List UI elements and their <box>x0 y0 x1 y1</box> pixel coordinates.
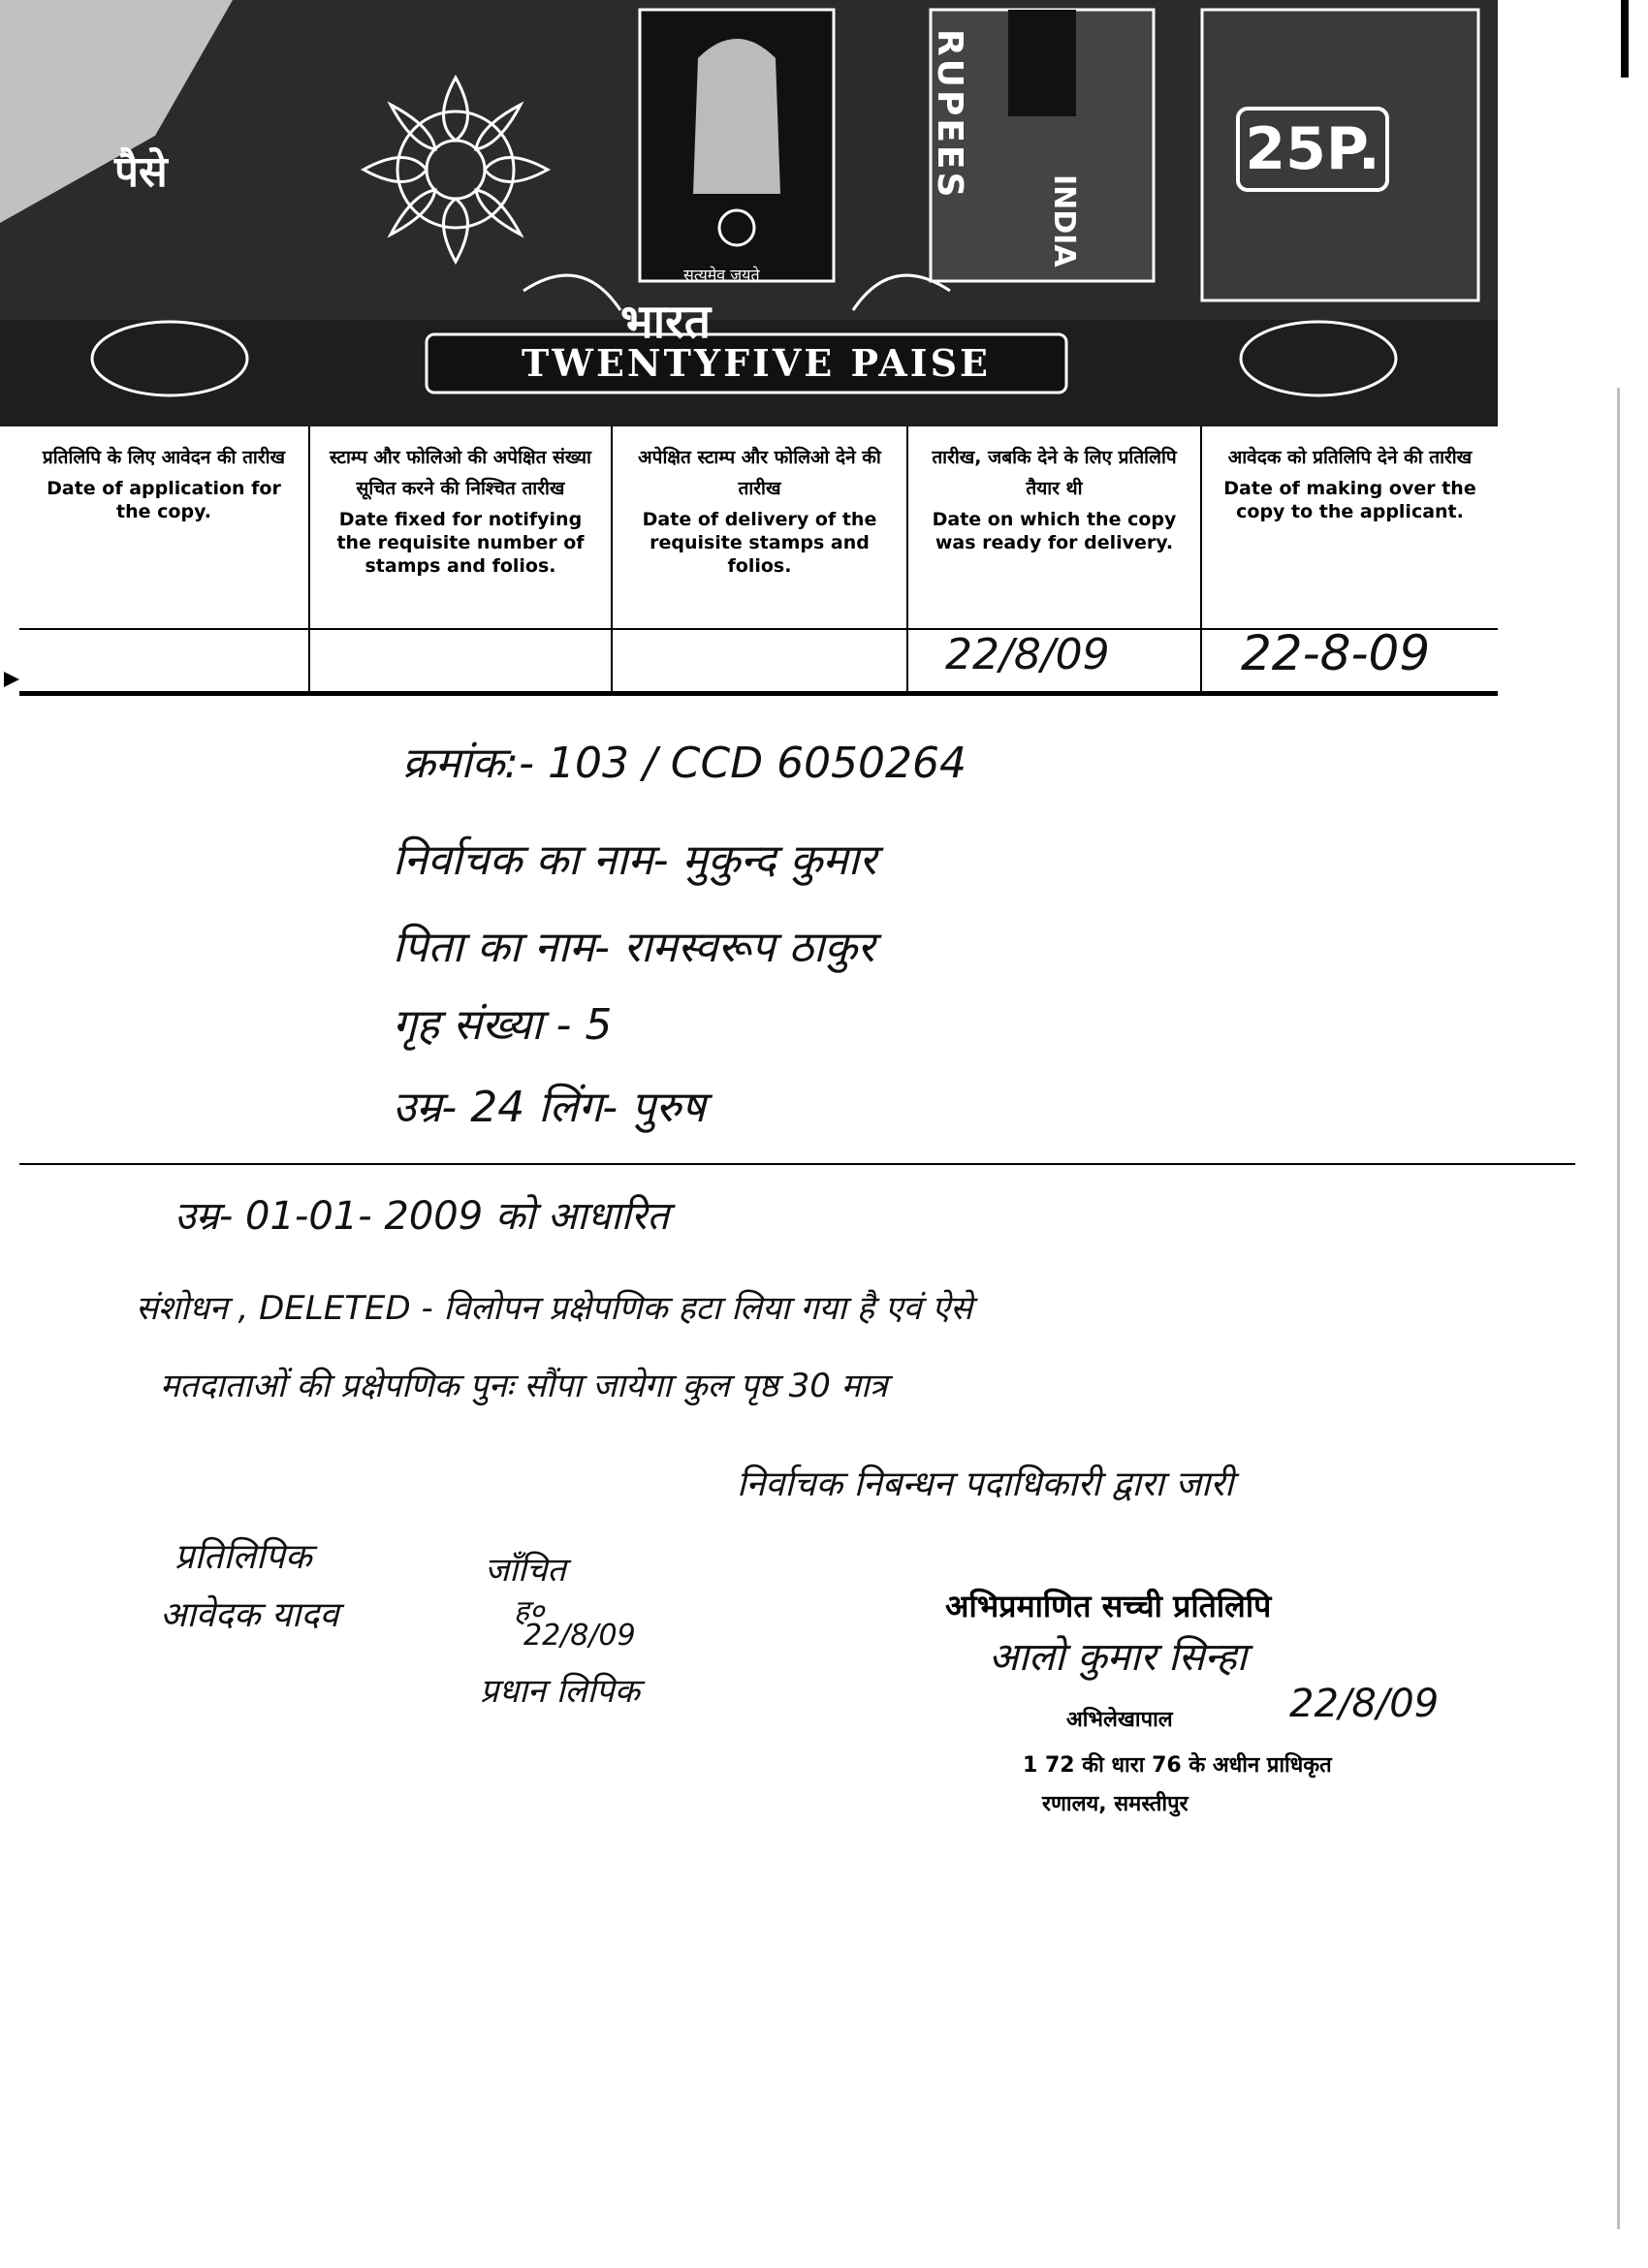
stamp-india-label: INDIA <box>1047 174 1081 268</box>
stamp-motto: सत्यमेव जयते <box>683 266 760 284</box>
note-line-3: मतदाताओं की प्रक्षेपणिक पुनः सौंपा जायेगा कुल पृष्ठ 30 मात्र <box>160 1367 888 1405</box>
col-notify-date-hi: स्टाम्प और फोलिओ की अपेक्षित संख्या सूचित करने की निश्चित तारीख <box>330 447 591 499</box>
making-over-date-value: 22-8-09 <box>1241 625 1431 681</box>
entry-house-number: गृह संख्या - 5 <box>393 1000 613 1050</box>
scan-edge-shadow <box>1617 388 1620 2229</box>
sig-head-clerk: प्रधान लिपिक <box>480 1672 640 1711</box>
col-ready-date-en: Date on which the copy was ready for delivery. <box>932 509 1177 553</box>
col-notify-date-en: Date fixed for notifying the requisite number of stamps and folios. <box>336 509 585 577</box>
entry-father-name: पिता का नाम- रामस्वरूप ठाकुर <box>393 923 875 972</box>
scan-edge-mark <box>1621 0 1629 78</box>
col-application-date-hi: प्रतिलिपि के लिए आवेदन की तारीख <box>42 447 286 468</box>
entry-serial-number: क्रमांक:- 103 / CCD 6050264 <box>402 739 967 788</box>
col-delivery-date-hi: अपेक्षित स्टाम्प और फोलिओ देने की तारीख <box>638 447 881 499</box>
col-application-date-en: Date of application for the copy. <box>47 478 281 522</box>
stamp-rupees-label: RUPEES <box>930 29 969 201</box>
col-notify-date <box>310 426 613 693</box>
authority-section-text: 1 72 की धारा 76 के अधीन प्राधिकृत <box>1023 1753 1332 1778</box>
note-line-2: संशोधन , DELETED - विलोपन प्रक्षेपणिक हटा लिया गया है एवं ऐसे <box>136 1289 973 1328</box>
entry-age-gender: उम्र- 24 लिंग- पुरुष <box>393 1083 706 1132</box>
table-bottom-rule <box>19 691 1498 696</box>
sig-checked-date: 22/8/09 <box>523 1619 636 1653</box>
attesting-officer-name: आलो कुमार सिन्हा <box>989 1635 1248 1680</box>
col-ready-date-hi: तारीख, जबकि देने के लिए प्रतिलिपि तैयार थी <box>932 447 1177 499</box>
stamp-paise-label: पैसे <box>114 147 168 197</box>
attested-date: 22/8/09 <box>1289 1682 1440 1726</box>
court-fee-stamp <box>0 0 1498 426</box>
office-location-text: रणालय, समस्तीपुर <box>1042 1792 1188 1816</box>
sig-checked-label: जाँचित <box>485 1551 566 1590</box>
sig-checked-initials: ह० <box>514 1594 545 1628</box>
col-delivery-date-en: Date of delivery of the requisite stamps and folios. <box>642 509 877 577</box>
record-keeper-designation: अभिलेखापाल <box>1066 1708 1173 1732</box>
attested-copy-title: अभिप्रमाणित सच्ची प्रतिलिपि <box>945 1588 1272 1624</box>
col-application-date <box>19 426 310 693</box>
sig-copyist-name: आवेदक यादव <box>160 1595 339 1635</box>
col-delivery-date <box>613 426 908 693</box>
stamp-denomination: 25P. <box>1236 107 1389 192</box>
col-making-over-date-hi: आवेदक को प्रतिलिपि देने की तारीख <box>1227 447 1473 468</box>
stamp-bharat-label: भारत <box>620 295 712 349</box>
col-making-over-date-en: Date of making over the copy to the applicant. <box>1223 478 1476 522</box>
ready-date-value: 22/8/09 <box>945 630 1110 679</box>
note-line-4: निर्वाचक निबन्धन पदाधिकारी द्वारा जारी <box>737 1465 1234 1504</box>
note-line-1: उम्र- 01-01- 2009 को आधारित <box>174 1194 670 1239</box>
margin-arrow-icon <box>4 672 19 687</box>
entry-elector-name: निर्वाचक का नाम- मुकुन्द कुमार <box>393 835 877 885</box>
sig-copyist-label: प्रतिलिपिक <box>174 1537 312 1577</box>
section-divider <box>19 1163 1575 1165</box>
stamp-value-label: TWENTYFIVE PAISE <box>522 341 991 385</box>
